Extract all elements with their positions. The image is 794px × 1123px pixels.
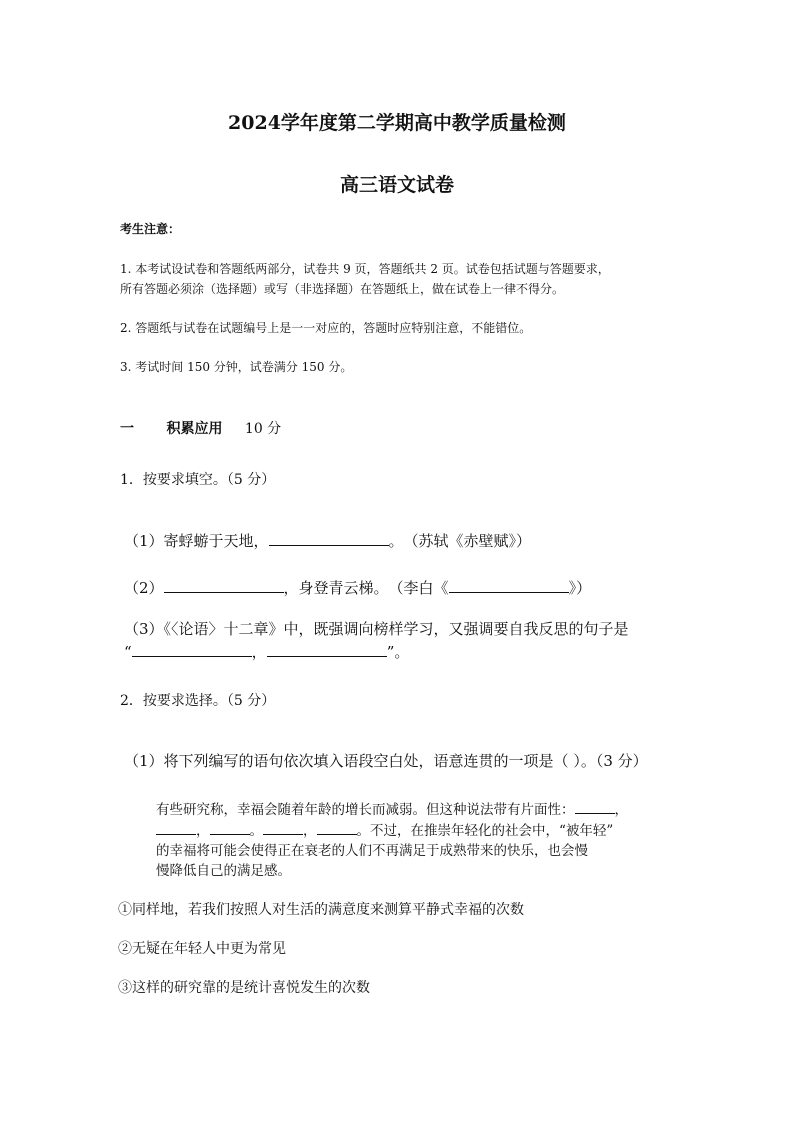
q1-item-1 — [124, 529, 531, 551]
q1-item-3-line-1: （3）《〈论语〉十二章》中，既强调向榜样学习，又强调要自我反思的句子是 — [124, 620, 629, 638]
answer-blank — [210, 820, 250, 835]
notice-heading: 考生注意： — [120, 222, 181, 236]
passage-line-2-period: 。 — [249, 823, 263, 840]
answer-blank — [263, 820, 303, 835]
answer-blank — [269, 529, 389, 546]
q1-item-2-prefix: （2） — [124, 578, 164, 597]
answer-blank — [575, 799, 615, 814]
q1-heading: 1．按要求填空。（5 分） — [120, 472, 276, 488]
option-2: ②无疑在年轻人中更为常见 — [118, 941, 286, 957]
answer-blank — [156, 820, 196, 835]
answer-blank — [317, 820, 357, 835]
notice-item-1-line-2: 所有答题必须涂（选择题）或写（非选择题）在答题纸上，做在试卷上一律不得分。 — [120, 282, 565, 296]
answer-blank — [164, 576, 284, 593]
section-heading — [120, 418, 281, 438]
option-1: ①同样地，若我们按照人对生活的满意度来测算平静式幸福的次数 — [118, 902, 524, 918]
passage-line-1-text: 有些研究称，幸福会随着年龄的增长而减弱。但这种说法带有片面性： — [156, 802, 575, 819]
answer-blank — [267, 640, 387, 657]
section-points: 10 分 — [244, 421, 282, 437]
q1-item-2-suffix: 》） — [568, 578, 592, 597]
main-title: 2024学年度第二学期高中教学质量检测 — [228, 112, 566, 134]
answer-blank — [449, 576, 569, 593]
passage-line-3: 的幸福将可能会使得正在衰老的人们不再满足于成熟带来的快乐，也会慢 — [156, 843, 588, 860]
passage-line-2-comma-2: ， — [303, 823, 317, 840]
answer-blank — [132, 640, 252, 657]
notice-item-2: 2. 答题纸与试卷在试题编号上是一一对应的，答题时应特别注意，不能错位。 — [120, 321, 532, 335]
passage-line-1-end: ， — [614, 802, 628, 819]
q1-item-2-mid: ，身登青云梯。 （李白《 — [283, 578, 449, 597]
option-3: ③这样的研究靠的是统计喜悦发生的次数 — [118, 980, 370, 996]
sub-title: 高三语文试卷 — [339, 174, 454, 196]
passage-line-2-comma-1: ， — [196, 823, 210, 840]
notice-item-3: 3. 考试时间 150 分钟，试卷满分 150 分。 — [120, 360, 353, 374]
passage — [156, 799, 676, 881]
q1-item-1-prefix: （1）寄蜉蝣于天地， — [124, 531, 269, 550]
section-name: 积累应用 — [166, 421, 223, 437]
q1-item-2 — [124, 576, 591, 598]
q2-heading: 2．按要求选择。（5 分） — [120, 693, 276, 709]
q1-item-3-close-quote: ”。 — [386, 642, 410, 661]
q1-item-3-open-quote: “ — [124, 642, 132, 661]
q1-item-1-suffix: 。 （苏轼《赤壁赋》） — [388, 531, 532, 550]
passage-line-4: 慢降低自己的满足感。 — [156, 863, 291, 880]
q2-sub-1: （1）将下列编写的语句依次填入语段空白处，语意连贯的一项是（ ）。（3 分） — [124, 752, 648, 770]
passage-line-2-tail: 。不过，在推崇年轻化的社会中，“被年轻” — [356, 823, 614, 840]
notice-item-1-line-1: 1. 本考试设试卷和答题纸两部分，试卷共 9 页，答题纸共 2 页。试卷包括试题与答题要求， — [120, 262, 610, 276]
q1-item-3-line-2 — [124, 640, 409, 662]
passage-line-1 — [156, 799, 676, 820]
q1-item-3-comma: ， — [251, 642, 267, 661]
section-number: 一 — [120, 421, 134, 437]
passage-line-2 — [156, 820, 676, 841]
